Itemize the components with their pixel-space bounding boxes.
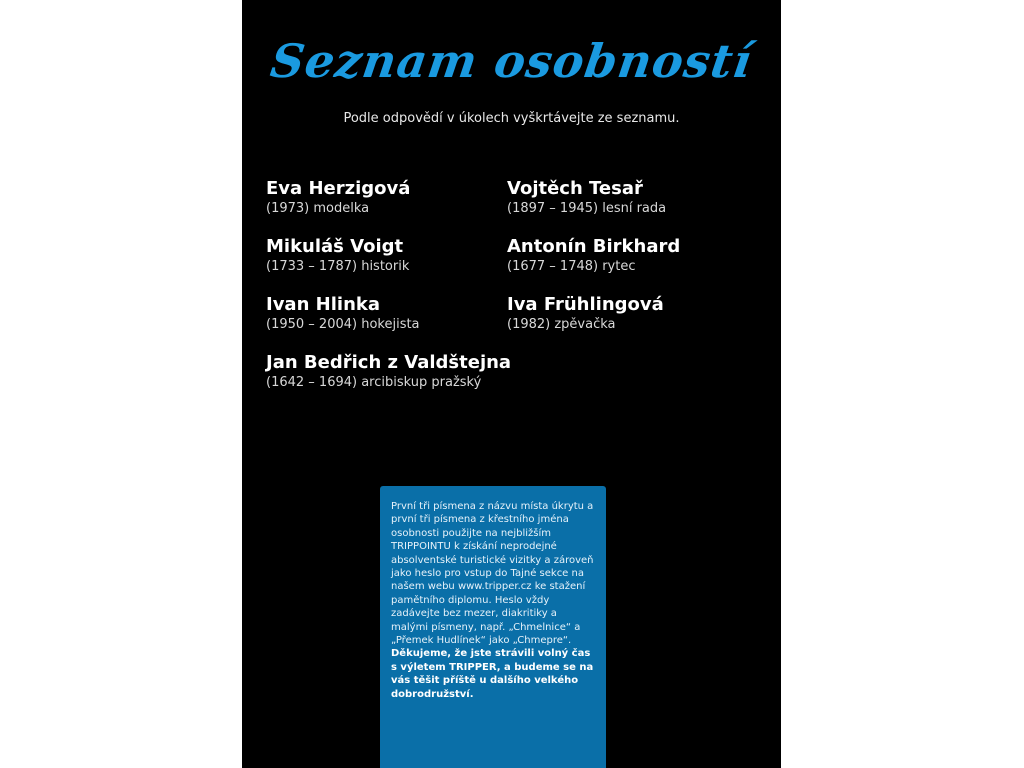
person-entry (266, 236, 506, 276)
person-description: (1642 – 1694) arcibiskup pražský (266, 375, 482, 390)
info-text: První tři písmena z názvu místa úkrytu a první tři písmena z křestního jména osobnosti použijte na nejbližším TRIPPOINTU k získání neprodejné absolventské turistické vizitky a zároveň jako heslo pro vstup do Tajné sekce na našem webu www.tripper.cz ke stažení pamětního diplomu. Heslo vždy zadávejte bez mezer, diakritiky a malými písmeny, např. „Chmelnice“ a „Přemek Hudlínek“ jako „Chmepre“. (391, 501, 594, 647)
person-entry (507, 236, 747, 276)
person-entry (266, 178, 506, 218)
person-description: (1897 – 1945) lesní rada (507, 201, 667, 216)
person-name: Iva Frühlingová (507, 294, 664, 315)
person-name: Vojtěch Tesař (507, 178, 643, 199)
person-entry (266, 294, 506, 334)
person-description: (1950 – 2004) hokejista (266, 317, 420, 332)
person-description: (1973) modelka (266, 201, 370, 216)
page-title: Seznam osobností (267, 34, 756, 88)
person-description: (1677 – 1748) rytec (507, 259, 636, 274)
person-name: Eva Herzigová (266, 178, 411, 199)
person-name: Mikuláš Voigt (266, 236, 404, 257)
person-description: (1733 – 1787) historik (266, 259, 410, 274)
person-entry (507, 294, 747, 334)
person-name: Antonín Birkhard (507, 236, 681, 257)
person-entry (507, 178, 747, 218)
page-subtitle: Podle odpovědí v úkolech vyškrtávejte ze seznamu. (343, 111, 680, 126)
document-page (242, 0, 781, 768)
info-thanks-text: Děkujeme, že jste strávili volný čas s výletem TRIPPER, a budeme se na vás těšit příště u dalšího velkého dobrodružství. (391, 648, 594, 700)
person-name: Ivan Hlinka (266, 294, 380, 315)
person-description: (1982) zpěvačka (507, 317, 616, 332)
person-entry (266, 352, 512, 392)
info-box (380, 486, 606, 768)
person-name: Jan Bedřich z Valdštejna (266, 352, 512, 373)
